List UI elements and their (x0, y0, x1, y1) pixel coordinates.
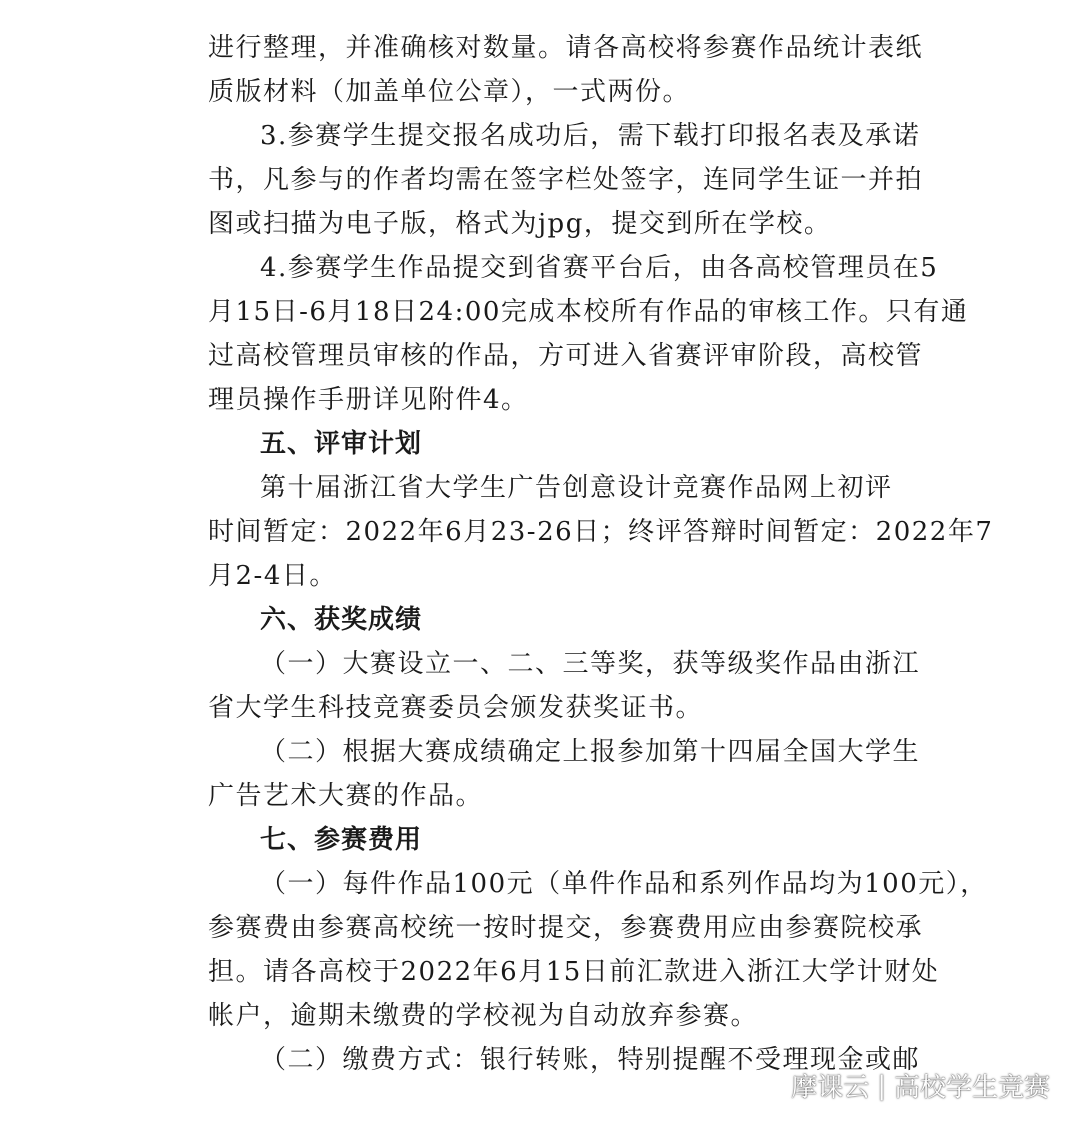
text-line: （二）缴费方式：银行转账，特别提醒不受理现金或邮 (260, 1045, 921, 1075)
text-line: 过高校管理员审核的作品，方可进入省赛评审阶段，高校管 (208, 341, 924, 371)
watermark-source: 摩课云 (791, 1073, 870, 1103)
text-line: 月15日-6月18日24:00完成本校所有作品的审核工作。只有通 (208, 297, 969, 327)
text-line: 理员操作手册详见附件4。 (208, 385, 529, 415)
section-heading: 五、评审计划 (260, 429, 423, 459)
text-line: 参赛费由参赛高校统一按时提交，参赛费用应由参赛院校承 (208, 913, 924, 943)
text-line: 书，凡参与的作者均需在签字栏处签字，连同学生证一并拍 (208, 165, 924, 195)
text-line: 帐户，逾期未缴费的学校视为自动放弃参赛。 (208, 1001, 759, 1031)
text-line: 进行整理，并准确核对数量。请各高校将参赛作品统计表纸 (208, 33, 924, 63)
text-line: 4.参赛学生作品提交到省赛平台后，由各高校管理员在5 (260, 253, 939, 283)
text-line: 担。请各高校于2022年6月15日前汇款进入浙江大学计财处 (208, 957, 940, 987)
text-line: 第十届浙江省大学生广告创意设计竞赛作品网上初评 (260, 473, 893, 503)
section-heading: 七、参赛费用 (260, 825, 423, 855)
text-line: 省大学生科技竞赛委员会颁发获奖证书。 (208, 693, 704, 723)
text-line: 3.参赛学生提交报名成功后，需下载打印报名表及承诺 (260, 121, 921, 151)
wechat-icon (749, 1071, 783, 1101)
section-heading: 六、获奖成绩 (260, 605, 423, 635)
text-line: 时间暂定：2022年6月23-26日；终评答辩时间暂定：2022年7 (208, 517, 994, 547)
watermark-account: 高校学生竞赛 (893, 1073, 1050, 1103)
text-line: （一）大赛设立一、二、三等奖，获等级奖作品由浙江 (260, 649, 921, 679)
text-line: 质版材料（加盖单位公章），一式两份。 (208, 77, 691, 107)
text-line: 图或扫描为电子版，格式为jpg，提交到所在学校。 (208, 209, 832, 239)
text-line: 广告艺术大赛的作品。 (208, 781, 484, 811)
text-line: 月2-4日。 (208, 561, 337, 591)
document-body (208, 26, 994, 1082)
text-line: （二）根据大赛成绩确定上报参加第十四届全国大学生 (260, 737, 921, 767)
watermark-separator: | (877, 1070, 886, 1101)
text-line: （一）每件作品100元（单件作品和系列作品均为100元）， (260, 869, 988, 899)
watermark (749, 1067, 1050, 1104)
